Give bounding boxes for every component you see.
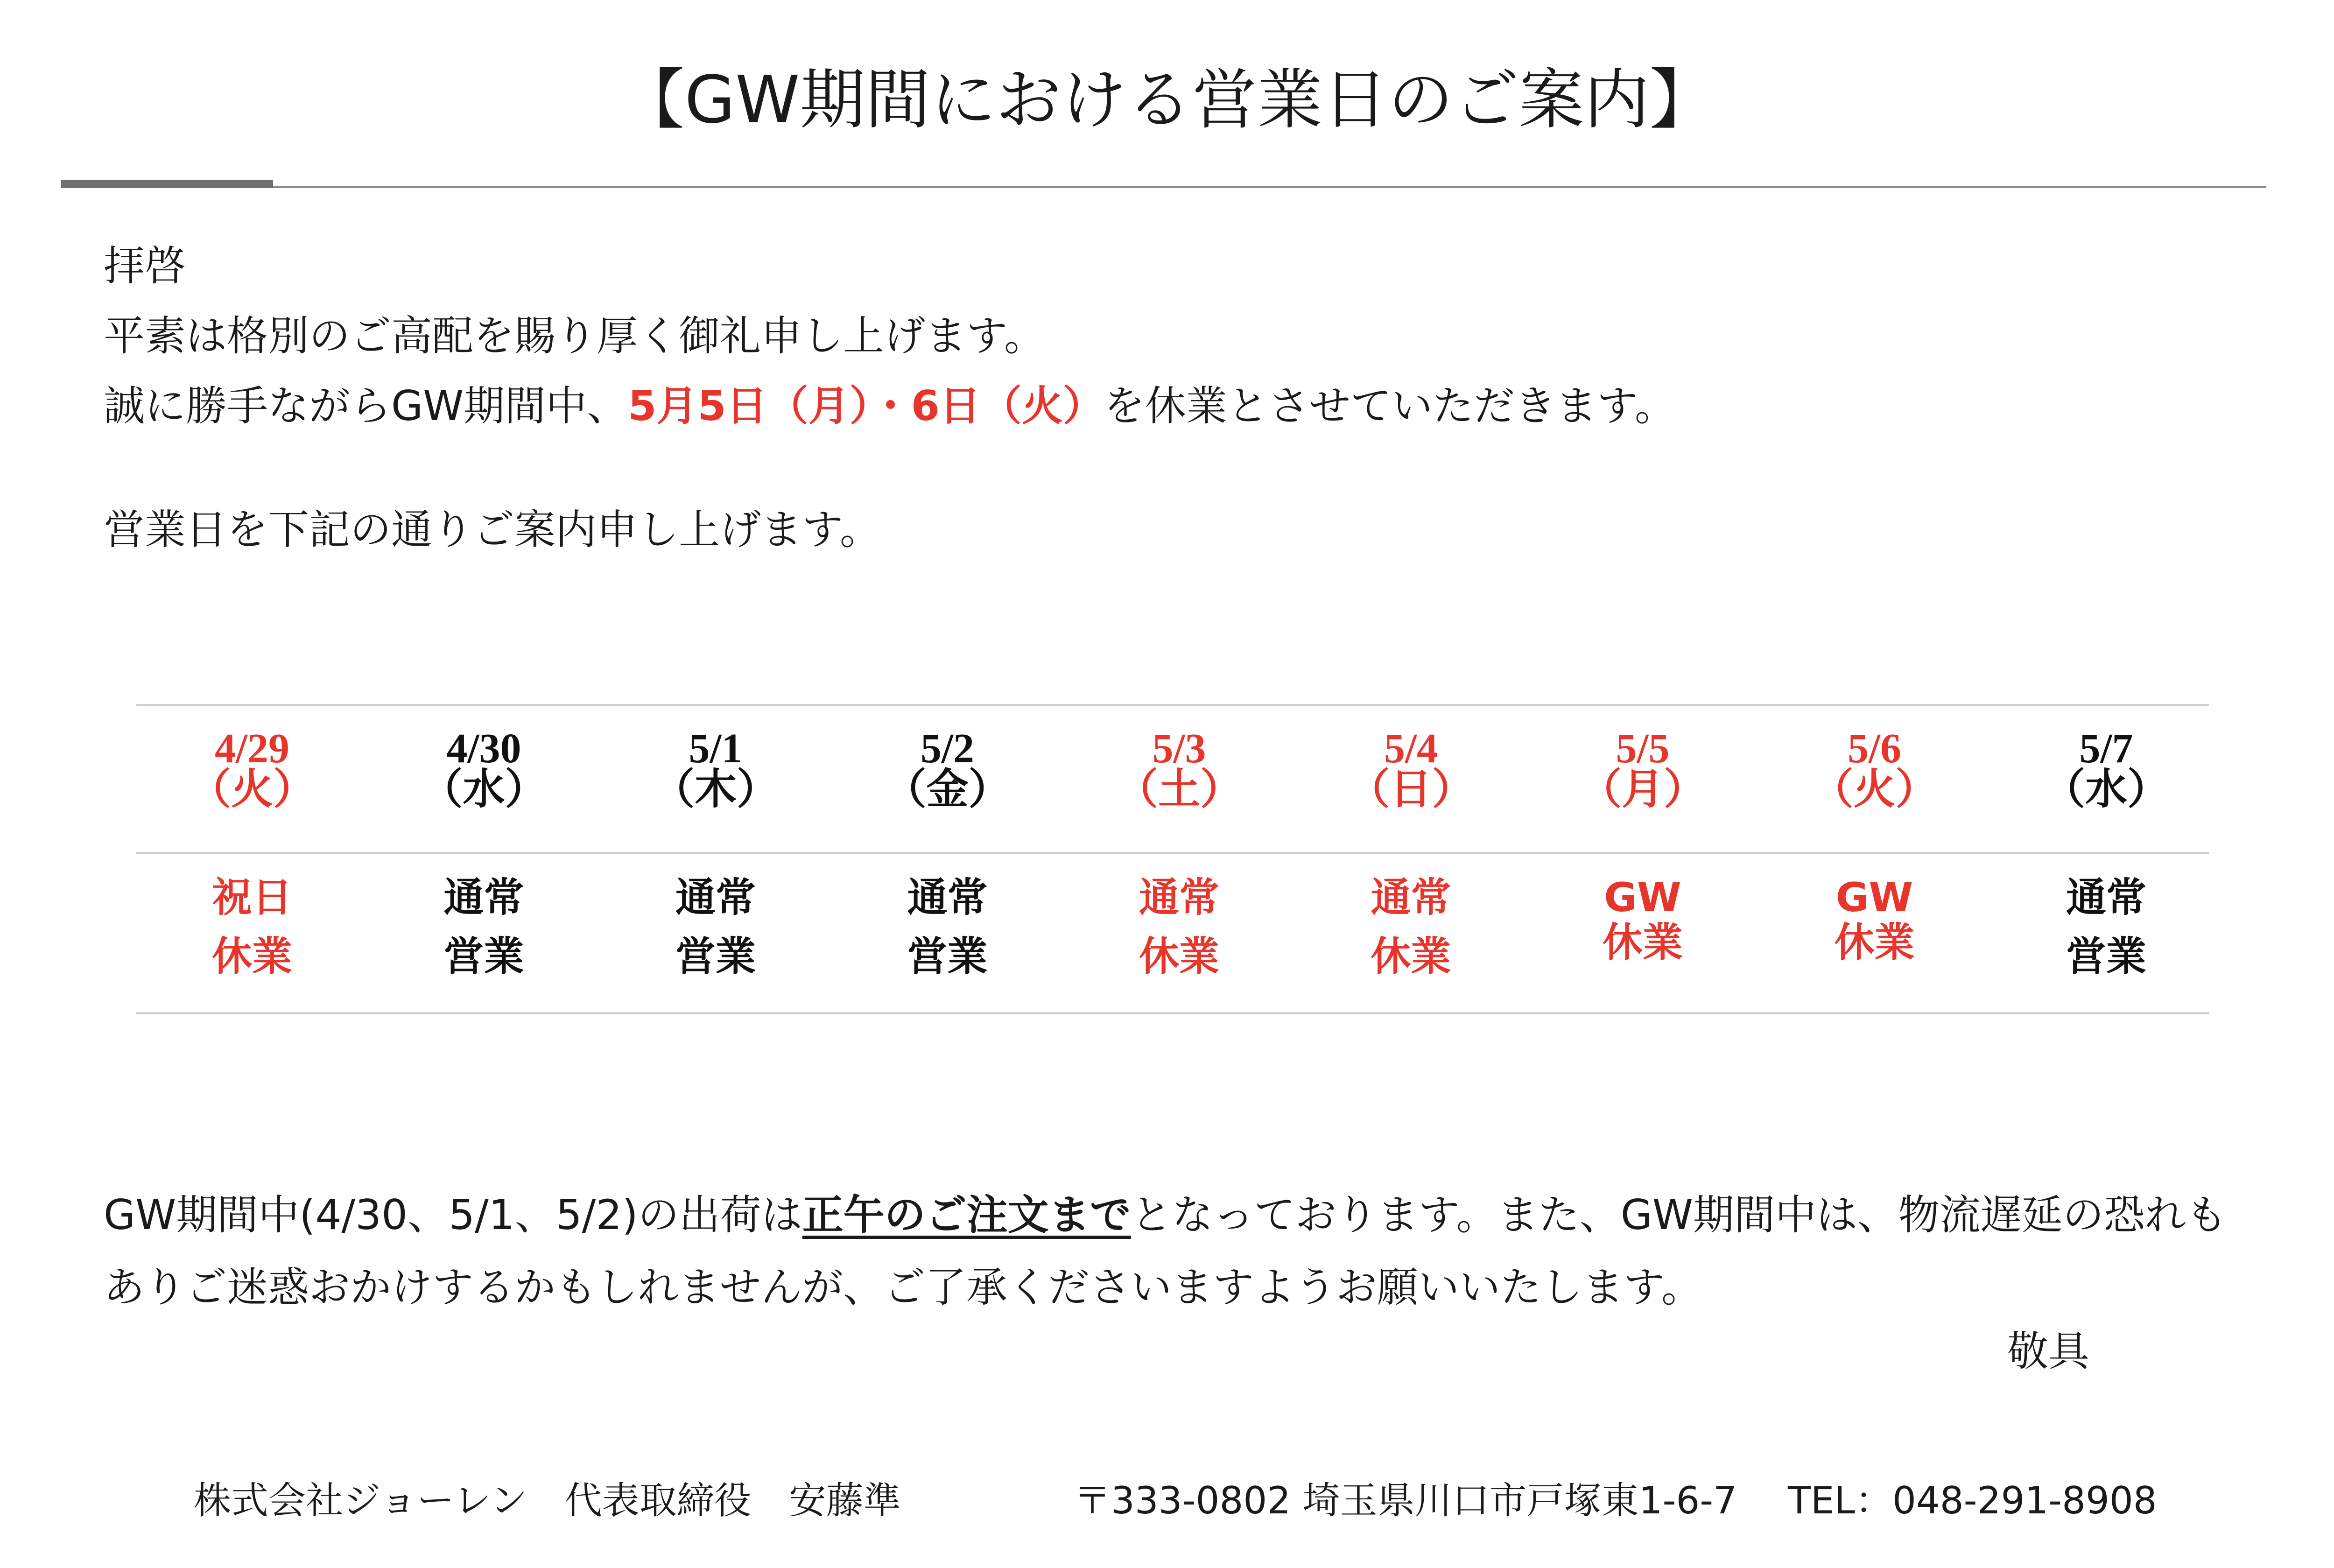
schedule-weekday: （金） xyxy=(884,766,1011,813)
schedule-day xyxy=(1322,725,1500,813)
schedule-weekday: （水） xyxy=(421,766,547,813)
schedule-status-line1: GW xyxy=(1835,874,1913,921)
closure-line xyxy=(104,378,1676,434)
schedule-day xyxy=(163,725,341,813)
footer-tel: TEL：048-291-8908 xyxy=(1788,1479,2157,1522)
shipping-notice xyxy=(104,1179,2232,1323)
schedule-status xyxy=(627,868,804,986)
schedule-date: 5/1 xyxy=(689,725,743,772)
schedule-status xyxy=(2018,868,2195,986)
schedule-date: 5/3 xyxy=(1152,725,1206,772)
schedule-date: 5/4 xyxy=(1384,725,1438,772)
table-top-border xyxy=(136,704,2209,706)
schedule-day xyxy=(1554,725,1731,813)
schedule-weekday: （月） xyxy=(1580,766,1706,813)
title-divider xyxy=(61,186,2266,188)
schedule-date: 4/30 xyxy=(446,725,521,772)
schedule-weekday: （水） xyxy=(2043,766,2169,813)
schedule-date: 5/2 xyxy=(920,725,974,772)
schedule-status-line1: GW xyxy=(1604,874,1681,921)
table-mid-border xyxy=(136,852,2209,854)
schedule-status-line2: 営業 xyxy=(443,933,524,980)
schedule-intro: 営業日を下記の通りご案内申し上げます。 xyxy=(104,506,881,554)
closing-word: 敬具 xyxy=(2007,1327,2090,1375)
schedule-date: 4/29 xyxy=(214,725,289,772)
schedule-status-line1: 通常 xyxy=(2066,874,2146,921)
schedule-status-line1: 通常 xyxy=(675,874,756,921)
schedule-status-line2: 休業 xyxy=(1603,919,1683,966)
schedule-weekday: （火） xyxy=(189,766,315,813)
schedule-status-line2: 休業 xyxy=(212,933,292,980)
closure-dates: 5月5日（月）・6日（火） xyxy=(628,382,1104,430)
schedule-status xyxy=(163,868,341,986)
intro-line: 平素は格別のご高配を賜り厚く御礼申し上げます。 xyxy=(104,312,1045,360)
schedule-status-line1: 通常 xyxy=(443,874,524,921)
page-title: 【GW期間における営業日のご案内】 xyxy=(619,62,1715,138)
schedule-status-line2: 休業 xyxy=(1139,933,1219,980)
schedule-status xyxy=(395,868,573,986)
footer-address: 〒333-0802 埼玉県川口市戸塚東1-6-7 xyxy=(1074,1479,1737,1522)
notice-before: GW期間中(4/30、5/1、5/2)の出荷は xyxy=(104,1191,802,1239)
schedule-status xyxy=(1554,875,1731,965)
schedule-status xyxy=(859,868,1036,986)
schedule-date: 5/6 xyxy=(1847,725,1901,772)
footer-company: 株式会社ジョーレン 代表取締役 安藤準 xyxy=(194,1479,901,1522)
schedule-weekday: （日） xyxy=(1348,766,1474,813)
schedule-status-line2: 営業 xyxy=(675,933,756,980)
schedule-date: 5/5 xyxy=(1616,725,1670,772)
schedule-day xyxy=(1786,725,1963,813)
schedule-status-line1: 通常 xyxy=(1139,874,1219,921)
table-bottom-border xyxy=(136,1012,2209,1014)
schedule-weekday: （木） xyxy=(653,766,779,813)
schedule-weekday: （火） xyxy=(1811,766,1938,813)
schedule-date: 5/7 xyxy=(2079,725,2133,772)
schedule-status-line1: 通常 xyxy=(1371,874,1451,921)
title-divider-accent xyxy=(61,180,273,188)
schedule-status-line2: 休業 xyxy=(1834,919,1915,966)
closure-line-after: を休業とさせていただきます。 xyxy=(1104,382,1676,430)
schedule-status-line2: 営業 xyxy=(2066,933,2146,980)
schedule-day xyxy=(395,725,573,813)
schedule-status-line2: 営業 xyxy=(907,933,988,980)
schedule-day xyxy=(627,725,804,813)
closure-line-before: 誠に勝手ながらGW期間中、 xyxy=(104,382,628,430)
schedule-status-line1: 通常 xyxy=(907,874,988,921)
schedule-status xyxy=(1786,875,1963,965)
schedule-status xyxy=(1090,868,1268,986)
notice-after: となっております。また、GW期間中は、物流遅延の恐れもありご迷惑おかけするかもしれませんが、ご了承くださいますようお願いいたします。 xyxy=(104,1191,2227,1311)
schedule-day xyxy=(1090,725,1268,813)
schedule-weekday: （土） xyxy=(1116,766,1242,813)
notice-emphasis: 正午のご注文まで xyxy=(802,1191,1131,1239)
schedule-day xyxy=(2018,725,2195,813)
schedule-status-line1: 祝日 xyxy=(212,874,292,921)
schedule-status xyxy=(1322,868,1500,986)
greeting: 拝啓 xyxy=(104,242,186,290)
schedule-day xyxy=(859,725,1036,813)
schedule-status-line2: 休業 xyxy=(1371,933,1451,980)
